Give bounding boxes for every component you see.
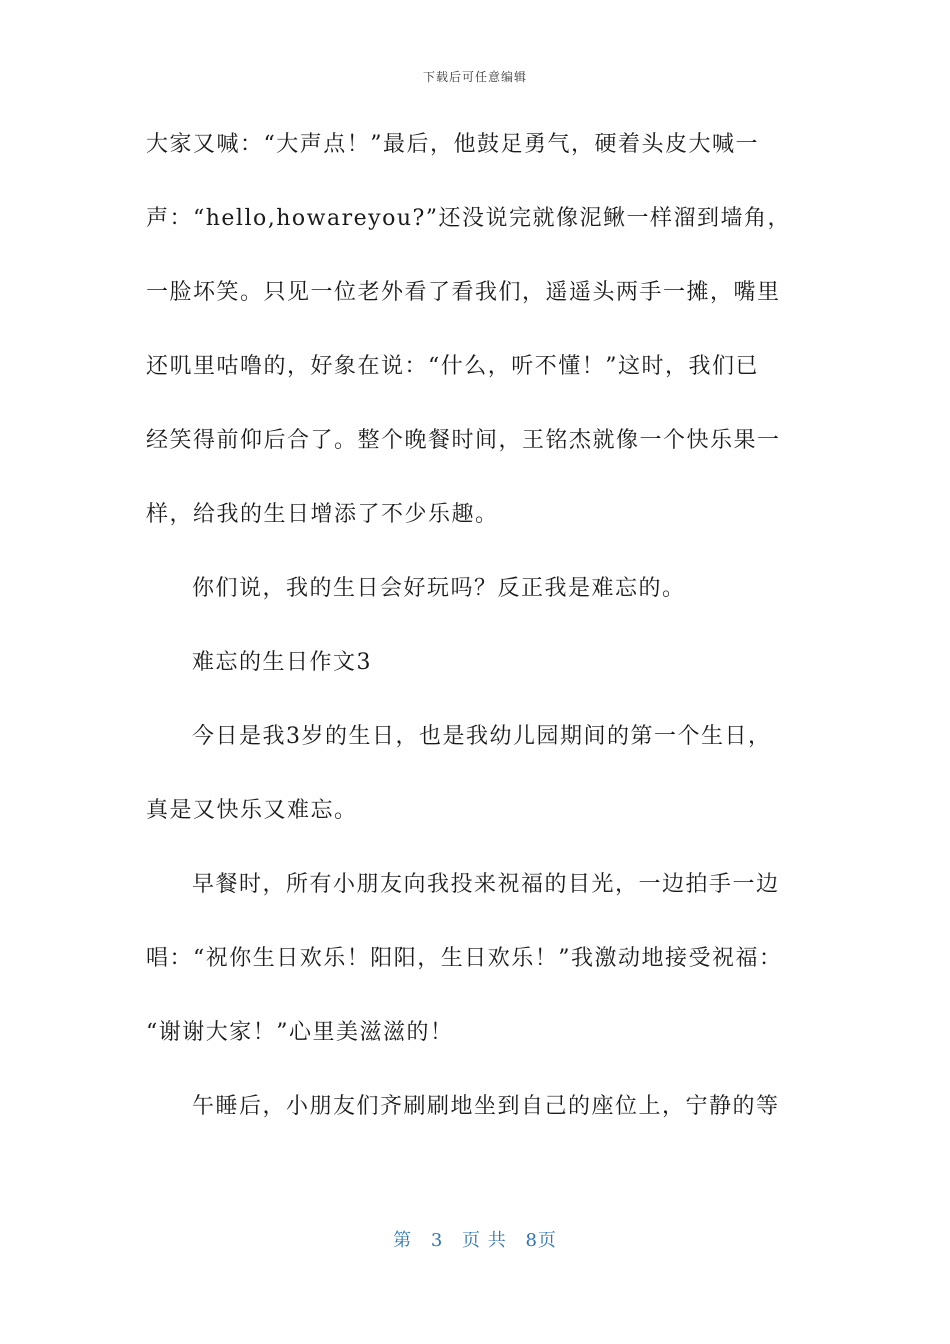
footer-prefix: 第 xyxy=(393,1230,413,1251)
page-footer xyxy=(0,1226,950,1252)
footer-current-page: 3 xyxy=(430,1230,444,1251)
body-line: 还叽里咕噜的，好象在说：“什么，听不懂！”这时，我们已 xyxy=(146,354,759,379)
body-line: 午睡后，小朋友们齐刷刷地坐到自己的座位上，宁静的等 xyxy=(192,1094,780,1119)
body-line: 早餐时，所有小朋友向我投来祝福的目光，一边拍手一边 xyxy=(192,872,780,897)
body-line: 真是又快乐又难忘。 xyxy=(146,798,358,823)
body-line: 声：“hello,howareyou?”还没说完就像泥鳅一样溜到墙角， xyxy=(146,206,792,231)
page-header: 下载后可任意编辑 xyxy=(422,70,527,84)
body-line: 你们说，我的生日会好玩吗？反正我是难忘的。 xyxy=(192,576,686,601)
body-line: 一脸坏笑。只见一位老外看了看我们，遥遥头两手一摊，嘴里 xyxy=(146,280,781,305)
body-line: 大家又喊：“大声点！”最后，他鼓足勇气，硬着头皮大喊一 xyxy=(146,132,759,157)
footer-middle: 页 共 xyxy=(462,1230,507,1251)
body-line: “谢谢大家！”心里美滋滋的！ xyxy=(146,1020,454,1045)
body-line: 今日是我3岁的生日，也是我幼儿园期间的第一个生日， xyxy=(192,724,772,749)
body-line: 样，给我的生日增添了不少乐趣。 xyxy=(146,502,499,527)
body-line: 唱：“祝你生日欢乐！阳阳，生日欢乐！”我激动地接受祝福： xyxy=(146,946,783,971)
footer-total-pages: 8页 xyxy=(525,1230,557,1251)
section-heading: 难忘的生日作文3 xyxy=(192,650,372,675)
body-line: 经笑得前仰后合了。整个晚餐时间，王铭杰就像一个快乐果一 xyxy=(146,428,781,453)
document-body xyxy=(146,122,796,1158)
